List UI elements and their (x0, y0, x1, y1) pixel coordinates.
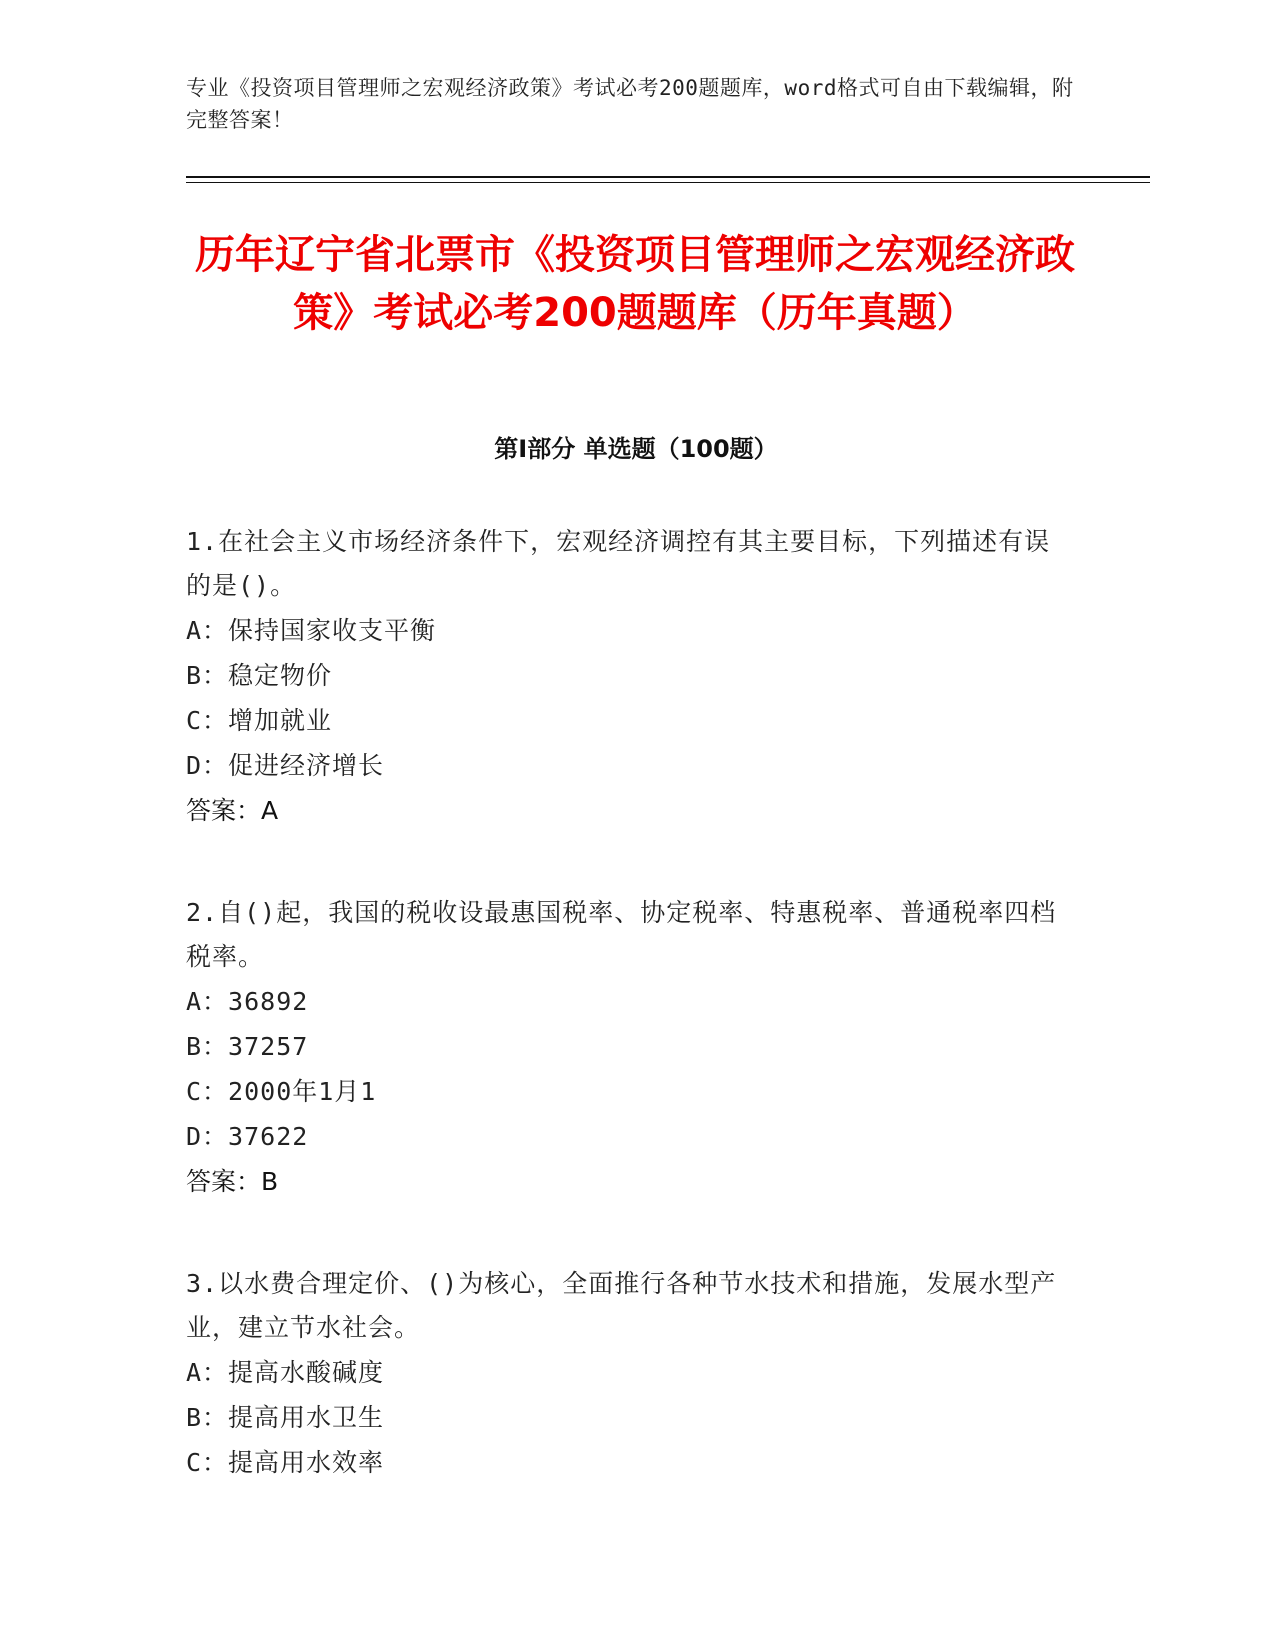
question-list (186, 520, 1066, 1543)
document-title: 历年辽宁省北票市《投资项目管理师之宏观经济政策》考试必考200题题库（历年真题） (195, 232, 1075, 336)
header-rule-thick (186, 176, 1150, 178)
header-rule-thin (186, 182, 1150, 183)
option-b: B：37257 (186, 1032, 309, 1061)
question-2 (186, 891, 1066, 1204)
answer: 答案：B (186, 1167, 279, 1196)
question-3 (186, 1262, 1066, 1485)
option-c: C：2000年1月1 (186, 1077, 377, 1106)
option-b: B：提高用水卫生 (186, 1403, 385, 1432)
section-heading: 第I部分 单选题（100题） (494, 435, 778, 463)
option-d: D：促进经济增长 (186, 751, 385, 780)
answer: 答案：A (186, 796, 279, 825)
option-b: B：稳定物价 (186, 661, 333, 690)
option-a: A：保持国家收支平衡 (186, 616, 437, 645)
header-note: 专业《投资项目管理师之宏观经济政策》考试必考200题题库，word格式可自由下载编辑，附完整答案！ (186, 76, 1074, 132)
option-c: C：增加就业 (186, 706, 333, 735)
option-a: A：36892 (186, 987, 309, 1016)
question-stem: 2.自()起，我国的税收设最惠国税率、协定税率、特惠税率、普通税率四档税率。 (186, 898, 1057, 971)
question-stem: 1.在社会主义市场经济条件下，宏观经济调控有其主要目标，下列描述有误的是()。 (186, 527, 1051, 600)
option-c: C：提高用水效率 (186, 1448, 385, 1477)
question-stem: 3.以水费合理定价、()为核心，全面推行各种节水技术和措施，发展水型产业，建立节水社会。 (186, 1269, 1057, 1342)
option-d: D：37622 (186, 1122, 309, 1151)
option-a: A：提高水酸碱度 (186, 1358, 385, 1387)
question-1 (186, 520, 1066, 833)
